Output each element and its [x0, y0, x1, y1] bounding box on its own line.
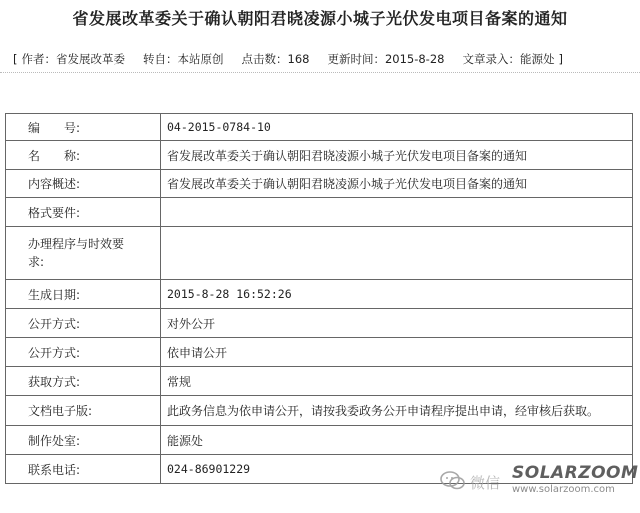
- row-value-department: 能源处: [161, 426, 633, 455]
- table-row: [6, 309, 633, 338]
- row-value-electronic: 此政务信息为依申请公开，请按我委政务公开申请程序提出申请，经审核后获取。: [161, 396, 633, 426]
- table-row: [6, 367, 633, 396]
- row-value-procedure: [161, 227, 633, 280]
- row-label-phone: 联系电话:: [6, 455, 161, 484]
- row-value-number: 04-2015-0784-10: [161, 114, 633, 141]
- row-value-name: 省发展改革委关于确认朝阳君晓凌源小城子光伏发电项目备案的通知: [161, 141, 633, 170]
- row-label-department: 制作处室:: [6, 426, 161, 455]
- meta-close-bracket: ]: [558, 52, 563, 66]
- table-row: [6, 198, 633, 227]
- page-title: 省发展改革委关于确认朝阳君晓凌源小城子光伏发电项目备案的通知: [72, 9, 568, 28]
- row-label-number: 编 号:: [6, 114, 161, 141]
- watermark-cn: 微信: [470, 474, 501, 492]
- table-row: [6, 227, 633, 280]
- meta-open-bracket: [: [13, 52, 18, 66]
- watermark-url: www.solarzoom.com: [512, 484, 615, 495]
- wechat-icon: [440, 470, 466, 492]
- row-value-summary: 省发展改革委关于确认朝阳君晓凌源小城子光伏发电项目备案的通知: [161, 170, 633, 198]
- row-value-format: [161, 198, 633, 227]
- row-value-disclosure-1: 对外公开: [161, 309, 633, 338]
- meta-source: 转自：本站原创: [143, 52, 224, 66]
- watermark: [440, 456, 639, 508]
- row-value-date: 2015-8-28 16:52:26: [161, 280, 633, 309]
- row-label-name: 名 称:: [6, 141, 161, 170]
- table-row: [6, 114, 633, 141]
- watermark-logo: SOLARZOOM: [512, 463, 639, 483]
- table-row: [6, 280, 633, 309]
- row-label-electronic: 文档电子版:: [6, 396, 161, 426]
- meta-author: 作者：省发展改革委: [21, 52, 125, 66]
- row-label-disclosure-2: 公开方式:: [6, 338, 161, 367]
- meta-editor: 文章录入：能源处: [462, 52, 555, 66]
- article-meta-bar: [9, 51, 635, 67]
- table-row: [6, 396, 633, 426]
- row-label-disclosure-1: 公开方式:: [6, 309, 161, 338]
- meta-divider: [0, 72, 640, 73]
- table-row: [6, 426, 633, 455]
- meta-updated: 更新时间：2015-8-28: [327, 52, 445, 66]
- meta-clicks: 点击数：168: [241, 52, 310, 66]
- table-row: [6, 170, 633, 198]
- row-label-procedure: 办理程序与时效要求:: [6, 227, 161, 280]
- document-info-table: [5, 113, 633, 484]
- table-row: [6, 338, 633, 367]
- row-label-format: 格式要件:: [6, 198, 161, 227]
- row-value-access: 常规: [161, 367, 633, 396]
- row-value-phone: 024-86901229: [161, 455, 633, 484]
- table-row: [6, 141, 633, 170]
- row-value-disclosure-2: 依申请公开: [161, 338, 633, 367]
- row-label-date: 生成日期:: [6, 280, 161, 309]
- row-label-access: 获取方式:: [6, 367, 161, 396]
- row-label-summary: 内容概述:: [6, 170, 161, 198]
